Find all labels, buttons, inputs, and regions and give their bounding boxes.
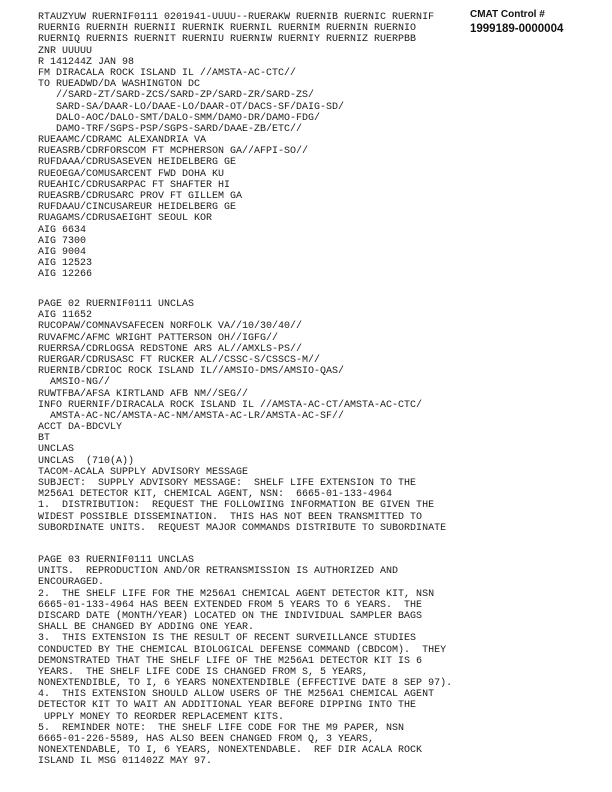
text-line: FM DIRACALA ROCK ISLAND IL //AMSTA-AC-CTC// [38, 67, 297, 79]
text-line: INFO RUERNIF/DIRACALA ROCK ISLAND IL //AMSTA-AC-CT/AMSTA-AC-CTC/ [38, 399, 423, 411]
text-line: RUERNIQ RUERNIS RUERNIT RUERNIU RUERNIW RUERNIY RUERNIZ RUERPBB [38, 34, 417, 46]
text-line: ZNR UUUUU [38, 45, 93, 57]
text-line: DAMO-TRF/SGPS-PSP/SGPS-SARD/DAAE-ZB/ETC// [38, 123, 303, 135]
text-line: RUFDAAU/CINCUSAREUR HEIDELBERG GE [38, 202, 237, 214]
text-line: BT [38, 433, 51, 445]
text-line: RUERNIB/CDRIOC ROCK ISLAND IL//AMSIO-DMS/AMSIO-QAS/ [38, 366, 345, 378]
text-line: UNITS. REPRODUCTION AND/OR RETRANSMISSION IS AUTHORIZED AND [38, 566, 399, 578]
text-line: AMSIO-NG// [38, 377, 111, 389]
text-line: DETECTOR KIT TO WAIT AN ADDITIONAL YEAR BEFORE DIPPING INTO THE [38, 700, 417, 712]
text-line: DISCARD DATE (MONTH/YEAR) LOCATED ON THE INDIVIDUAL SAMPLER BAGS [38, 610, 423, 622]
text-line: 2. THE SHELF LIFE FOR THE M256A1 CHEMICAL AGENT DETECTOR KIT, NSN [38, 588, 435, 600]
text-line: RUEASRB/CDRFORSCOM FT MCPHERSON GA//AFPI-SO// [38, 146, 309, 158]
text-line: TO RUEADWD/DA WASHINGTON DC [38, 79, 201, 91]
text-line: AIG 7300 [38, 235, 87, 247]
text-line: WIDEST POSSIBLE DISSEMINATION. THIS HAS NOT BEEN TRANSMITTED TO [38, 511, 423, 523]
text-line: RUFDAAA/CDRUSASEVEN HEIDELBERG GE [38, 157, 237, 169]
text-line: RTAUZYUW RUERNIF0111 0201941-UUUU--RUERAKW RUERNIB RUERNIC RUERNIF [38, 12, 435, 23]
text-line: UPPLY MONEY TO REORDER REPLACEMENT KITS. [38, 711, 285, 723]
text-line: NONEXTENDIBLE, TO I, 6 YEARS NONEXTENDIBLE (EFFECTIVE DATE 8 SEP 97). [38, 678, 453, 690]
text-line: 3. THIS EXTENSION IS THE RESULT OF RECENT SURVEILLANCE STUDIES [38, 633, 417, 645]
text-line: 4. THIS EXTENSION SHOULD ALLOW USERS OF THE M256A1 CHEMICAL AGENT [38, 689, 435, 701]
text-line: ENCOURAGED. [38, 577, 105, 589]
text-line: 5. REMINDER NOTE: THE SHELF LIFE CODE FOR THE M9 PAPER, NSN [38, 722, 405, 734]
text-line: YEARS. THE SHELF LIFE CODE IS CHANGED FROM S, 5 YEARS, [38, 666, 369, 678]
text-line: RUERRSA/CDRLOGSA REDSTONE ARS AL//AMXLS-PS// [38, 343, 303, 355]
control-label: CMAT Control # [470, 9, 545, 20]
text-line: AIG 12266 [38, 269, 93, 281]
message-header-section [38, 12, 434, 281]
text-line: ACCT DA-BDCVLY [38, 422, 123, 434]
control-number: 1999189-0000004 [470, 23, 564, 35]
text-line: R 141244Z JAN 98 [38, 56, 135, 68]
text-line: RUWTFBA/AFSA KIRTLAND AFB NM//SEG// [38, 388, 249, 400]
text-line: RUERNIG RUERNIH RUERNII RUERNIK RUERNIL RUERNIM RUERNIN RUERNIO [38, 23, 417, 35]
text-line: 6665-01-226-5589, HAS ALSO BEEN CHANGED FROM Q, 3 YEARS, [38, 734, 375, 745]
text-line: RUERGAR/CDRUSASC FT RUCKER AL//CSSC-S/CSSCS-M// [38, 354, 321, 366]
text-line: SUBORDINATE UNITS. REQUEST MAJOR COMMANDS DISTRIBUTE TO SUBORDINATE [38, 522, 447, 534]
text-line: PAGE 02 RUERNIF0111 UNCLAS [38, 299, 195, 310]
text-line: RUEASRB/CDRUSARC PROV FT GILLEM GA [38, 191, 243, 202]
text-line: DEMONSTRATED THAT THE SHELF LIFE OF THE M256A1 DETECTOR KIT IS 6 [38, 655, 423, 667]
text-line: TACOM-ACALA SUPPLY ADVISORY MESSAGE [38, 466, 249, 478]
text-line: M256A1 DETECTOR KIT, CHEMICAL AGENT, NSN: 6665-01-133-4964 [38, 489, 393, 501]
text-line: AIG 11652 [38, 310, 93, 322]
text-line: AIG 6634 [38, 224, 87, 236]
text-line: 6665-01-133-4964 HAS BEEN EXTENDED FROM 5 YEARS TO 6 YEARS. THE [38, 599, 423, 611]
text-line: CONDUCTED BY THE CHEMICAL BIOLOGICAL DEFENSE COMMAND (CBDCOM). THEY [38, 644, 447, 656]
text-line: SHALL BE CHANGED BY ADDING ONE YEAR. [38, 622, 255, 634]
control-number-block [470, 8, 605, 37]
page-03-section [38, 555, 452, 768]
text-line: RUEAAMC/CDRAMC ALEXANDRIA VA [38, 135, 207, 147]
text-line: DALO-AOC/DALO-SMT/DALO-SMM/DAMO-DR/DAMO-FDG/ [38, 112, 321, 124]
text-line: ISLAND IL MSG 011402Z MAY 97. [38, 756, 213, 768]
text-line: PAGE 03 RUERNIF0111 UNCLAS [38, 555, 195, 566]
text-line: RUVAFMC/AFMC WRIGHT PATTERSON OH//IGFG// [38, 332, 279, 344]
page-02-section [38, 299, 446, 534]
text-line: AIG 12523 [38, 258, 93, 270]
text-line: AMSTA-AC-NC/AMSTA-AC-NM/AMSTA-AC-LR/AMSTA-AC-SF// [38, 410, 345, 422]
text-line: RUEAHIC/CDRUSARPAC FT SHAFTER HI [38, 179, 231, 191]
text-line: SARD-SA/DAAR-LO/DAAE-LO/DAAR-OT/DACS-SF/DAIG-SD/ [38, 101, 345, 113]
text-line: SUBJECT: SUPPLY ADVISORY MESSAGE: SHELF LIFE EXTENSION TO THE [38, 478, 417, 489]
text-line: AIG 9004 [38, 246, 87, 258]
text-line: //SARD-ZT/SARD-ZCS/SARD-ZP/SARD-ZR/SARD-ZS/ [38, 90, 315, 102]
text-line: 1. DISTRIBUTION: REQUEST THE FOLLOWIING INFORMATION BE GIVEN THE [38, 500, 435, 512]
text-line: RUCOPAW/COMNAVSAFECEN NORFOLK VA//10/30/40// [38, 321, 303, 333]
text-line: UNCLAS [38, 444, 75, 456]
text-line: NONEXTENDABLE, TO I, 6 YEARS, NONEXTENDABLE. REF DIR ACALA ROCK [38, 745, 423, 757]
text-line: RUEOEGA/COMUSARCENT FWD DOHA KU [38, 168, 225, 180]
text-line: RUAGAMS/CDRUSAEIGHT SEOUL KOR [38, 213, 213, 225]
text-line: UNCLAS (710(A)) [38, 455, 135, 467]
